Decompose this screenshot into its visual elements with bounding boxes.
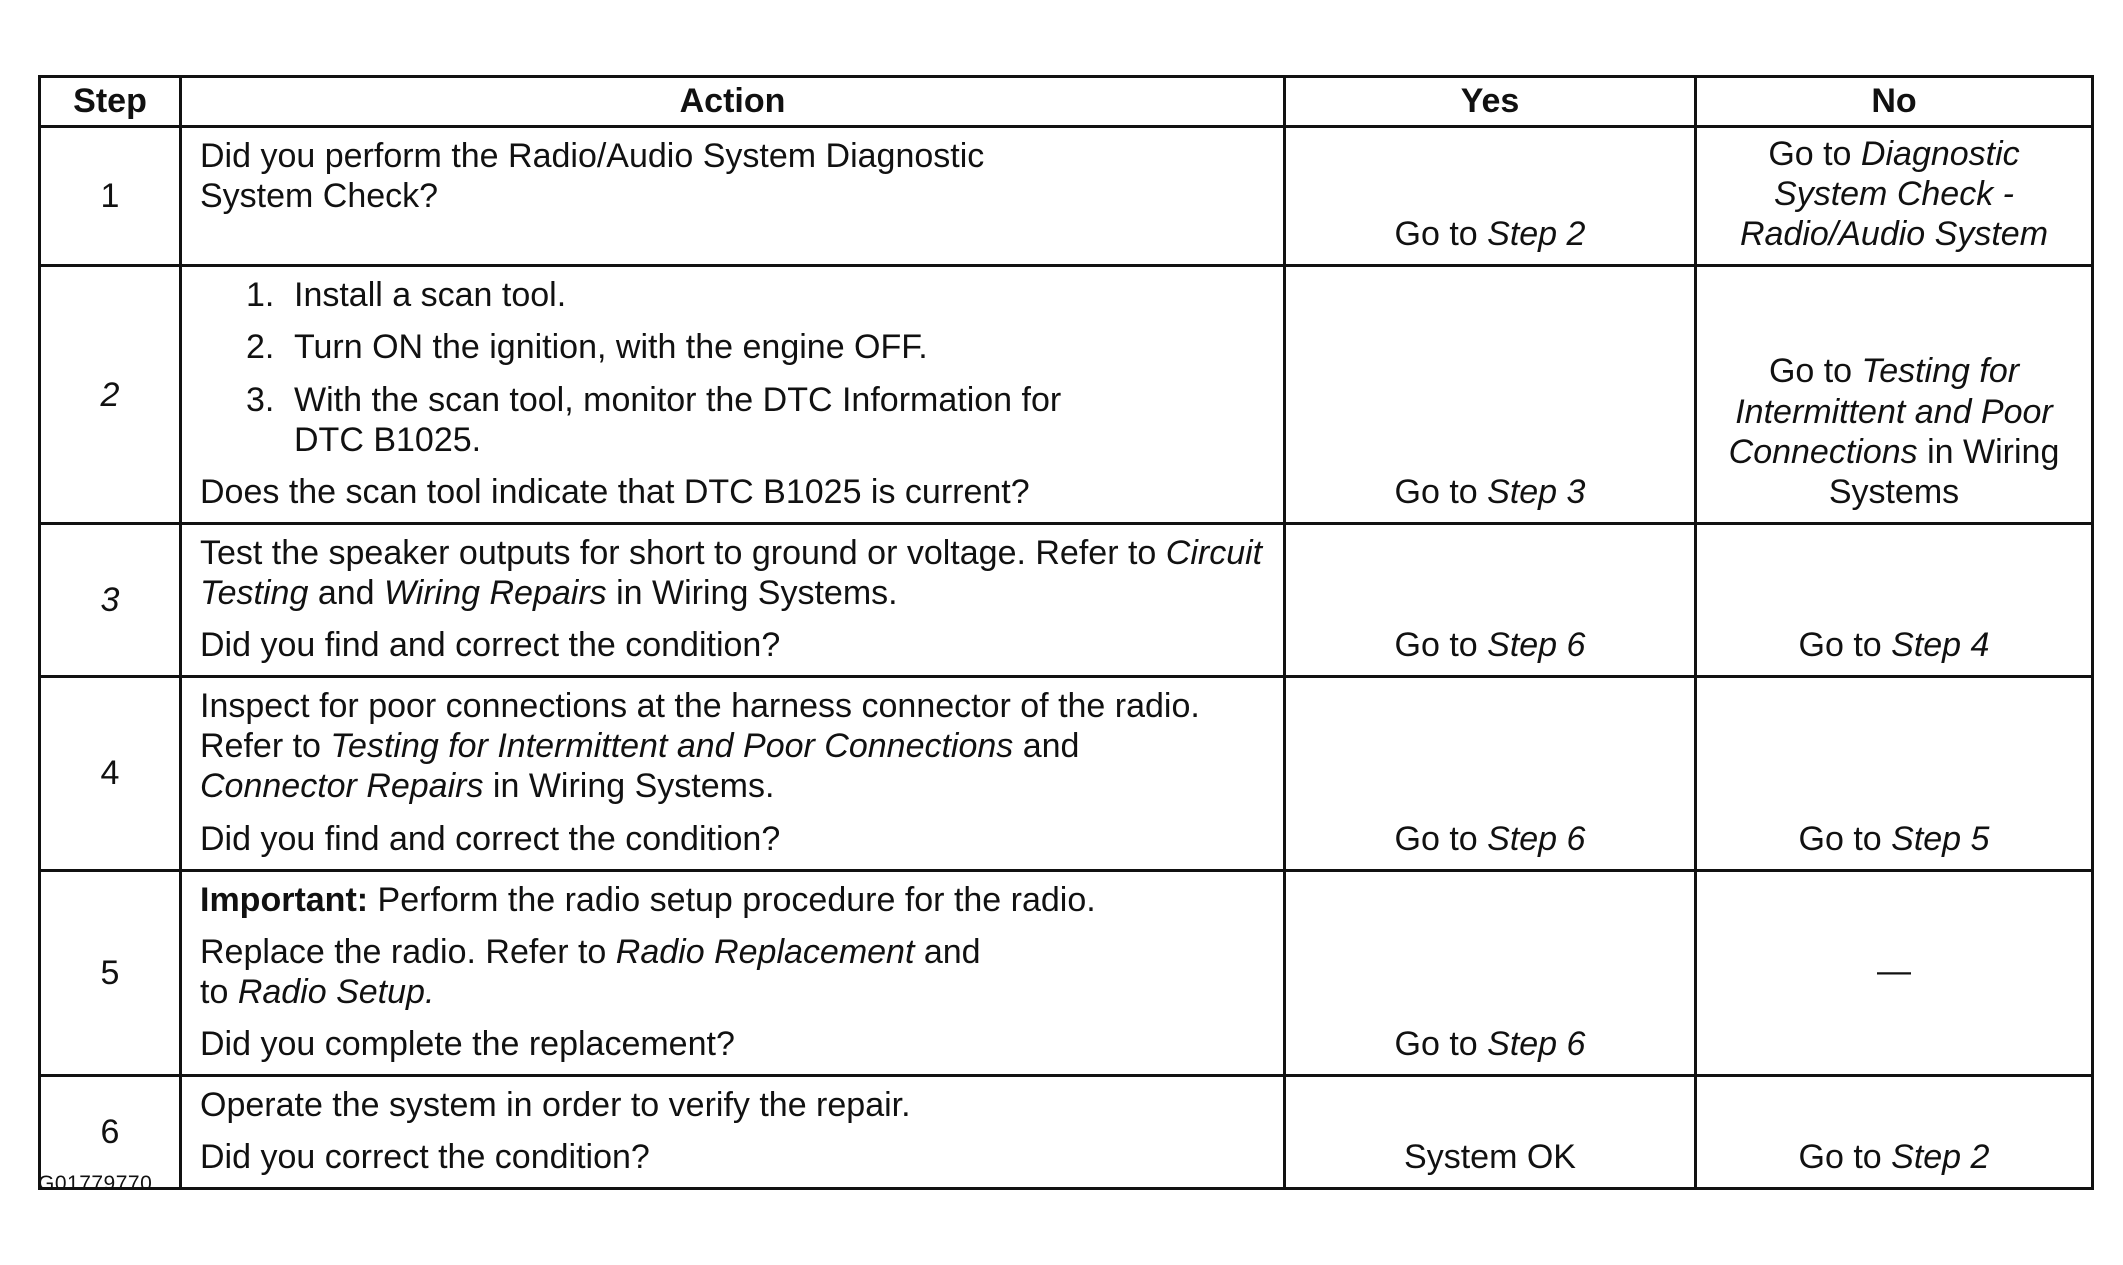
important-text: Perform the radio setup procedure for the radio. — [368, 880, 1096, 919]
yes-cell — [1285, 1076, 1696, 1189]
action-text-part: and — [1013, 727, 1080, 766]
action-text-part: in Wiring Systems. — [606, 573, 898, 612]
no-step-ref: Step 4 — [1891, 626, 1990, 665]
table-row — [40, 127, 2093, 266]
yes-step-ref: Step 6 — [1487, 819, 1586, 858]
action-cell — [181, 677, 1285, 870]
reference-link-text: Connector Repairs — [200, 767, 484, 806]
action-question: Did you complete the replacement? — [200, 1024, 735, 1063]
action-text-part: and — [308, 573, 384, 612]
reference-link-text: Circuit Testing — [200, 533, 1263, 612]
action-text — [200, 533, 1267, 613]
action-cell — [181, 127, 1285, 266]
action-cell — [181, 523, 1285, 676]
action-text-part: Replace the radio. Refer to — [200, 932, 616, 971]
yes-prefix: Go to — [1394, 626, 1488, 665]
table-row — [40, 523, 2093, 676]
yes-cell — [1285, 870, 1696, 1075]
no-prefix: Go to — [1798, 819, 1892, 858]
action-list — [200, 275, 1267, 459]
no-cell — [1696, 870, 2093, 1075]
yes-step-ref: Step 6 — [1487, 626, 1586, 665]
list-number: 2. — [246, 328, 275, 367]
action-text-part: and to — [200, 932, 981, 1011]
no-cell — [1696, 677, 2093, 870]
action-text — [200, 932, 1267, 1012]
action-text-part: in Wiring Systems. — [483, 767, 775, 806]
action-text: Operate the system in order to verify the repair. — [200, 1086, 911, 1125]
reference-link-text: Testing for Intermittent and Poor Connections — [330, 727, 1014, 766]
no-step-ref: Diagnostic System Check - Radio/Audio System — [1739, 135, 2049, 254]
reference-link-text: Radio Replacement — [615, 932, 915, 971]
action-cell — [181, 870, 1285, 1075]
action-question: Did you find and correct the condition? — [200, 626, 781, 665]
list-item — [246, 327, 1267, 367]
step-number: 6 — [40, 1076, 181, 1189]
action-text-part: Test the speaker outputs for short to ground or voltage. Refer to — [200, 533, 1166, 572]
yes-prefix: Go to — [1394, 819, 1488, 858]
diagnostic-table — [38, 75, 2094, 1190]
list-text: Turn ON the ignition, with the engine OFF. — [294, 328, 928, 367]
no-step-ref: Testing for Intermittent and Poor Connections — [1728, 352, 2053, 471]
yes-cell — [1285, 523, 1696, 676]
yes-step-ref: Step 6 — [1487, 1024, 1586, 1063]
step-number: 4 — [40, 677, 181, 870]
list-number: 1. — [246, 276, 275, 315]
header-row — [40, 77, 2093, 127]
step-number: 5 — [40, 870, 181, 1075]
header-action: Action — [181, 77, 1285, 127]
important-note — [200, 880, 1267, 920]
figure-id: G01779770 — [38, 1172, 153, 1195]
yes-step-ref: Step 2 — [1487, 215, 1586, 254]
action-question: Does the scan tool indicate that DTC B1025 is current? — [200, 472, 1030, 511]
action-text-part: Inspect for poor connections at the harness connector of the radio. Refer to — [200, 687, 1200, 766]
reference-link-text: Radio Setup. — [237, 972, 435, 1011]
table-row — [40, 677, 2093, 870]
no-step-ref: Step 5 — [1891, 819, 1990, 858]
no-cell — [1696, 266, 2093, 524]
yes-cell — [1285, 677, 1696, 870]
step-number: 2 — [40, 266, 181, 524]
no-prefix: Go to — [1768, 135, 1861, 173]
no-prefix: Go to — [1768, 352, 1862, 391]
yes-prefix: Go to — [1394, 1024, 1488, 1063]
list-text: Install a scan tool. — [294, 276, 567, 315]
no-step-ref: Step 2 — [1891, 1138, 1990, 1177]
header-step: Step — [40, 77, 181, 127]
yes-prefix: Go to — [1394, 215, 1488, 254]
yes-prefix: Go to — [1394, 472, 1488, 511]
no-cell — [1696, 523, 2093, 676]
list-item — [246, 380, 1267, 460]
no-prefix: Go to — [1798, 626, 1892, 665]
no-cell — [1696, 1076, 2093, 1189]
list-item — [246, 275, 1267, 315]
action-cell — [181, 1076, 1285, 1189]
no-suffix: in Wiring Systems — [1828, 432, 2060, 511]
action-cell — [181, 266, 1285, 524]
action-question: Did you correct the condition? — [200, 1138, 650, 1177]
yes-cell — [1285, 127, 1696, 266]
no-dash: — — [1877, 951, 1911, 990]
list-text: With the scan tool, monitor the DTC Information for DTC B1025. — [294, 380, 1062, 459]
list-number: 3. — [246, 380, 275, 419]
step-number: 1 — [40, 127, 181, 266]
yes-text: System OK — [1404, 1138, 1576, 1177]
table-row — [40, 870, 2093, 1075]
no-cell — [1696, 127, 2093, 266]
action-question: Did you find and correct the condition? — [200, 819, 781, 858]
table-row — [40, 1076, 2093, 1189]
action-text: Did you perform the Radio/Audio System Diagnostic System Check? — [200, 137, 985, 216]
yes-cell — [1285, 266, 1696, 524]
reference-link-text: Wiring Repairs — [384, 573, 607, 612]
no-prefix: Go to — [1798, 1138, 1892, 1177]
important-label: Important: — [200, 880, 369, 919]
step-number: 3 — [40, 523, 181, 676]
action-text — [200, 686, 1267, 806]
yes-step-ref: Step 3 — [1487, 472, 1586, 511]
table-row — [40, 266, 2093, 524]
header-yes: Yes — [1285, 77, 1696, 127]
header-no: No — [1696, 77, 2093, 127]
